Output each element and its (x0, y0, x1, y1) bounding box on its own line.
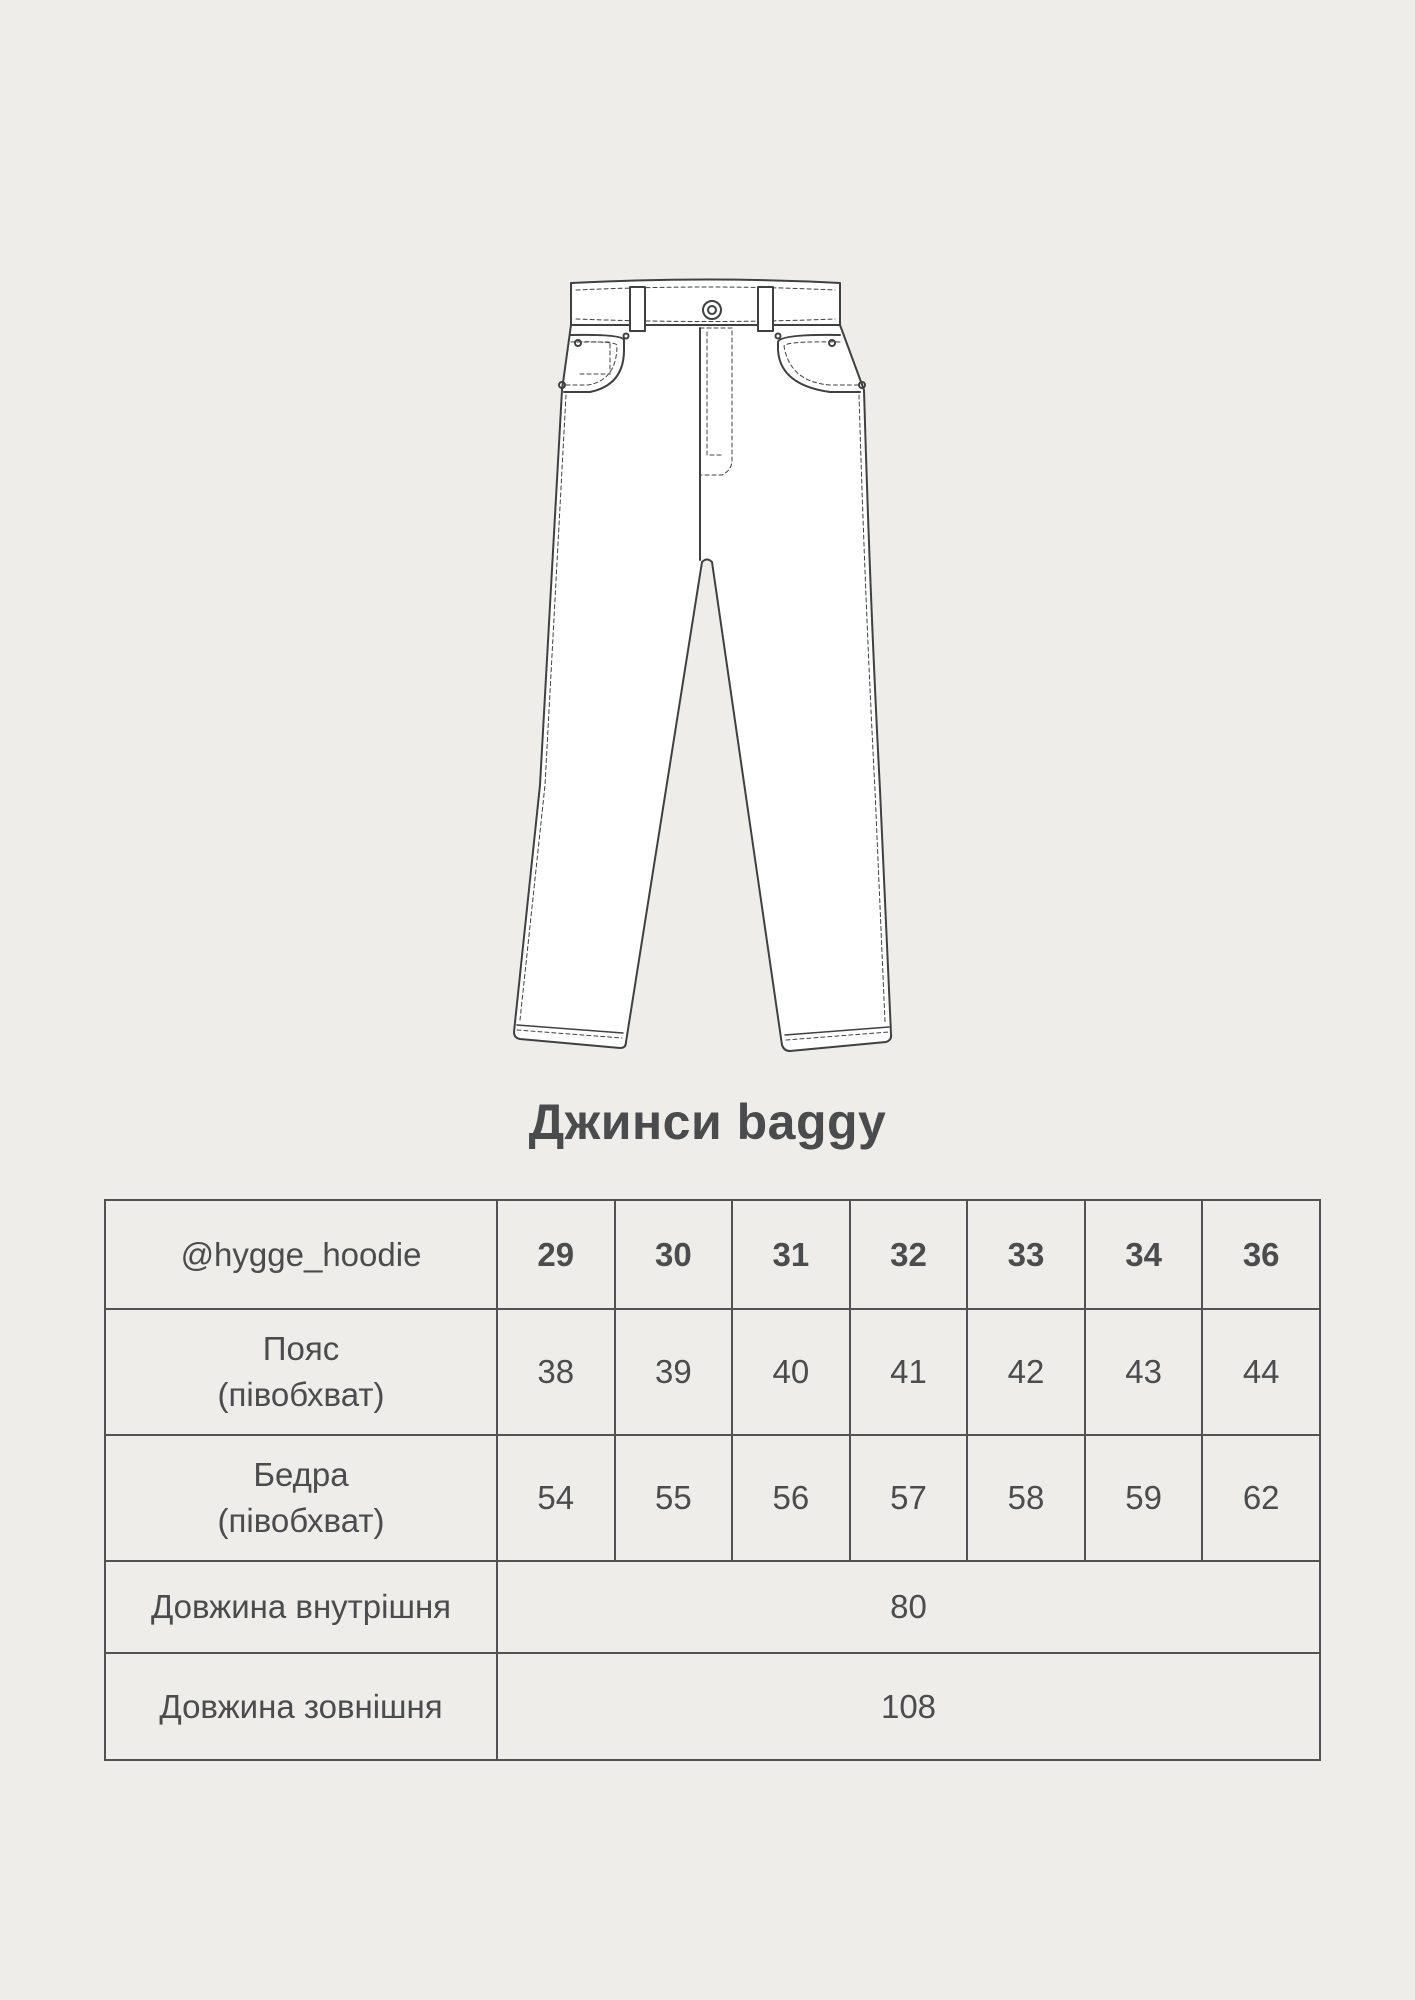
table-cell: 57 (850, 1435, 968, 1561)
brand-handle: @hygge_hoodie (105, 1200, 497, 1309)
table-cell: 41 (850, 1309, 968, 1435)
size-chart-table (104, 1199, 1321, 1761)
size-header: 36 (1202, 1200, 1320, 1309)
table-cell: 59 (1085, 1435, 1203, 1561)
size-header: 29 (497, 1200, 615, 1309)
table-cell: 38 (497, 1309, 615, 1435)
product-title: Джинси baggy (528, 1094, 887, 1150)
table-cell: 39 (615, 1309, 733, 1435)
jeans-illustration-icon (500, 270, 920, 1060)
row-label-line: Бедра (253, 1456, 349, 1493)
table-row-waist (105, 1309, 1320, 1435)
row-label-line: Пояс (262, 1330, 340, 1367)
table-row-inner-length (105, 1561, 1320, 1653)
table-cell: 40 (732, 1309, 850, 1435)
size-header: 34 (1085, 1200, 1203, 1309)
row-label-line: (півобхват) (217, 1502, 385, 1539)
table-cell: 56 (732, 1435, 850, 1561)
table-cell: 62 (1202, 1435, 1320, 1561)
row-label-waist (105, 1309, 497, 1435)
row-label-hips (105, 1435, 497, 1561)
row-label-line: (півобхват) (217, 1376, 385, 1413)
row-label-outer-length: Довжина зовнішня (105, 1653, 497, 1760)
table-cell: 58 (967, 1435, 1085, 1561)
row-label-inner-length: Довжина внутрішня (105, 1561, 497, 1653)
table-cell: 80 (497, 1561, 1320, 1653)
table-row-outer-length (105, 1653, 1320, 1760)
table-cell: 54 (497, 1435, 615, 1561)
size-header: 32 (850, 1200, 968, 1309)
table-cell: 43 (1085, 1309, 1203, 1435)
table-row-hips (105, 1435, 1320, 1561)
table-cell: 44 (1202, 1309, 1320, 1435)
table-cell: 55 (615, 1435, 733, 1561)
size-header: 31 (732, 1200, 850, 1309)
table-cell: 42 (967, 1309, 1085, 1435)
size-header: 30 (615, 1200, 733, 1309)
size-header: 33 (967, 1200, 1085, 1309)
table-cell: 108 (497, 1653, 1320, 1760)
table-header-row (105, 1200, 1320, 1309)
